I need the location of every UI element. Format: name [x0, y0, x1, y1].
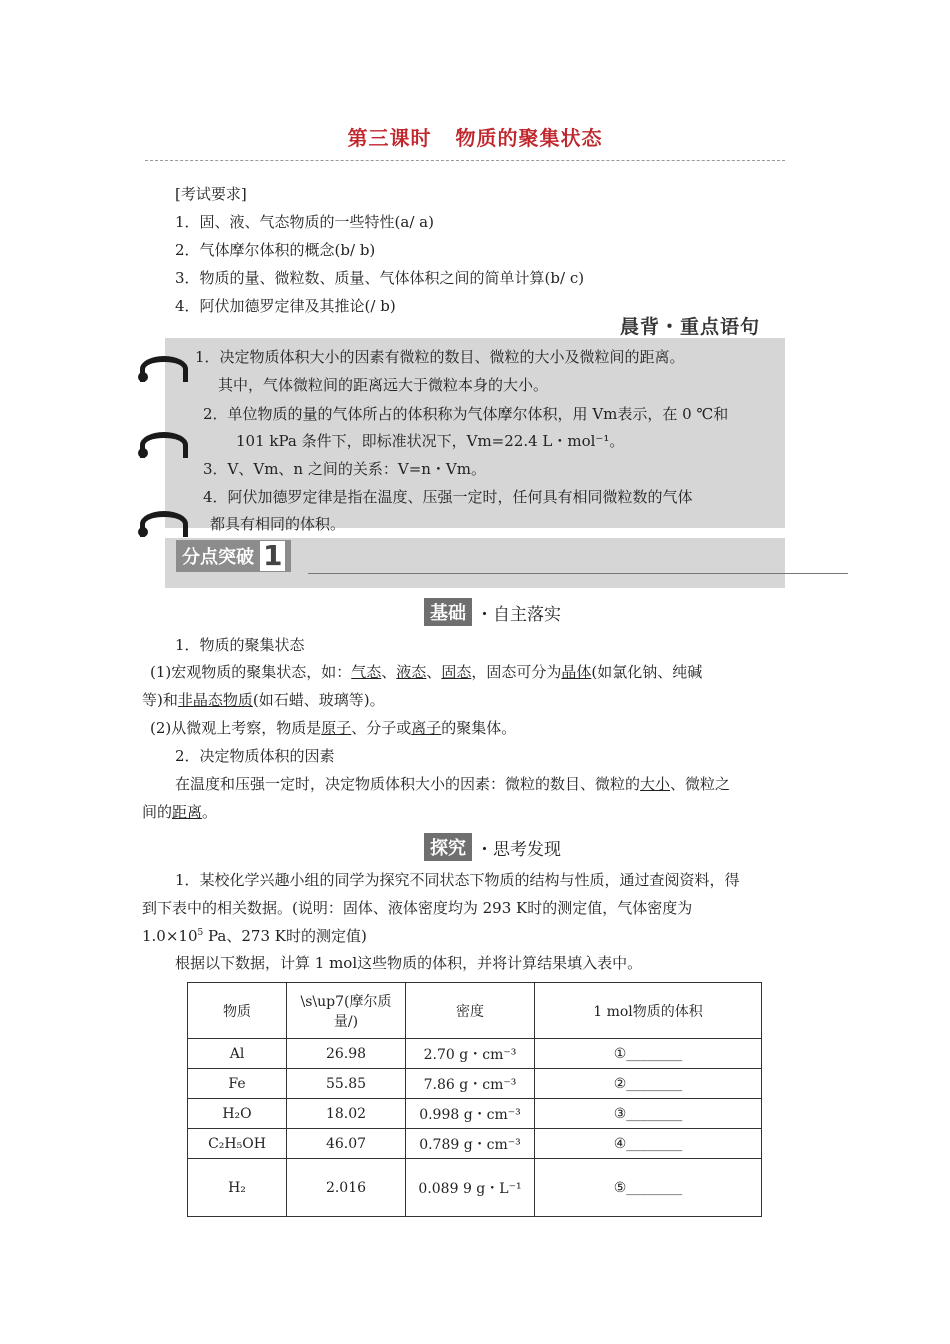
basics-title: ・自主落实	[476, 604, 561, 625]
table-header: \s\up7(摩尔质量/)	[287, 983, 406, 1039]
explore-paragraph: $1.0\times 10^5$ Pa、273 K时的测定值)	[142, 927, 367, 945]
section-rule	[308, 573, 848, 574]
binder-ring-dot-icon	[138, 448, 148, 458]
table-header: 密度	[406, 983, 535, 1039]
explore-paragraph: 根据以下数据，计算 1 mol这些物质的体积，并将计算结果填入表中。	[175, 954, 643, 972]
answer-gas: 气态	[351, 663, 382, 681]
requirement-item: 3．物质的量、微粒数、质量、气体体积之间的简单计算(b/ c)	[175, 269, 585, 287]
answer-blank[interactable]: ⑤________	[535, 1159, 762, 1217]
recite-line: 1．决定物质体积大小的因素有微粒的数目、微粒的大小及微粒间的距离。	[195, 348, 685, 366]
basics-paragraph: 等)和非晶态物质(如石蜡、玻璃等)。	[142, 691, 385, 709]
table-header-row	[188, 983, 762, 1039]
requirements-heading: [考试要求]	[175, 185, 247, 203]
table-row: H₂ 2.016 0.089 9 g・L⁻¹ ⑤________	[188, 1159, 762, 1217]
table-row: H₂O 18.02 0.998 g・cm⁻³ ③________	[188, 1099, 762, 1129]
requirement-item: 2．气体摩尔体积的概念(b/ b)	[175, 241, 376, 259]
recite-line: 4．阿伏加德罗定律是指在温度、压强一定时，任何具有相同微粒数的气体	[203, 488, 693, 506]
requirement-item: 4．阿伏加德罗定律及其推论(/ b)	[175, 297, 396, 315]
answer-crystal: 晶体	[561, 663, 592, 681]
section-badge-number: 1	[260, 541, 285, 571]
answer-atom: 原子	[321, 719, 352, 737]
basics-tag: 基础	[424, 598, 472, 626]
basics-paragraph: (1)宏观物质的聚集状态，如：气态、液态、固态，固态可分为晶体(如氯化钠、纯碱	[150, 663, 703, 681]
recite-line: 101 kPa 条件下，即标准状况下，Vm=22.4 L・mol⁻¹。	[236, 432, 625, 450]
answer-blank[interactable]: ③________	[535, 1099, 762, 1129]
lesson-number: 第三课时	[347, 126, 432, 150]
binder-ring-dot-icon	[138, 372, 148, 382]
explore-heading	[424, 833, 561, 861]
basics-paragraph: 间的距离。	[142, 803, 218, 821]
table-row: Fe 55.85 7.86 g・cm⁻³ ②________	[188, 1069, 762, 1099]
data-table	[187, 982, 762, 1217]
basics-paragraph: 在温度和压强一定时，决定物质体积大小的因素：微粒的数目、微粒的大小、微粒之	[175, 775, 731, 793]
answer-blank[interactable]: ④________	[535, 1129, 762, 1159]
table-row: C₂H₅OH 46.07 0.789 g・cm⁻³ ④________	[188, 1129, 762, 1159]
table-header: 1 mol物质的体积	[535, 983, 762, 1039]
answer-solid: 固态	[441, 663, 472, 681]
basics-paragraph: (2)从微观上考察，物质是原子、分子或离子的聚集体。	[150, 719, 517, 737]
basics-heading	[424, 598, 561, 626]
recite-line: 2．单位物质的量的气体所占的体积称为气体摩尔体积，用 Vm表示，在 0 ℃和	[203, 405, 729, 423]
recite-line: 3．V、Vm、n 之间的关系：V=n・Vm。	[203, 460, 486, 478]
recite-line: 都具有相同的体积。	[210, 515, 346, 533]
recite-heading: 晨背・重点语句	[620, 316, 761, 338]
answer-blank[interactable]: ②________	[535, 1069, 762, 1099]
lesson-topic: 物质的聚集状态	[455, 126, 603, 150]
answer-distance: 距离	[172, 803, 203, 821]
table-header: 物质	[188, 983, 287, 1039]
answer-size: 大小	[640, 775, 671, 793]
requirement-item: 1．固、液、气态物质的一些特性(a/ a)	[175, 213, 434, 231]
answer-ion: 离子	[411, 719, 442, 737]
explore-paragraph: 1．某校化学兴趣小组的同学为探究不同状态下物质的结构与性质，通过查阅资料，得	[175, 871, 740, 889]
title-divider	[145, 160, 785, 161]
recite-line: 其中，气体微粒间的距离远大于微粒本身的大小。	[218, 376, 549, 394]
binder-ring-dot-icon	[138, 527, 148, 537]
explore-paragraph: 到下表中的相关数据。(说明：固体、液体密度均为 293 K时的测定值，气体密度为	[142, 899, 693, 917]
section-badge	[176, 540, 291, 572]
section-badge-label: 分点突破	[182, 547, 254, 568]
explore-tag: 探究	[424, 833, 472, 861]
explore-title: ・思考发现	[476, 839, 561, 860]
page-title	[0, 122, 950, 151]
answer-blank[interactable]: ①________	[535, 1039, 762, 1069]
basics-subheading: 1．物质的聚集状态	[175, 636, 305, 654]
answer-liquid: 液态	[396, 663, 427, 681]
table-row: Al 26.98 2.70 g・cm⁻³ ①________	[188, 1039, 762, 1069]
basics-subheading: 2．决定物质体积的因素	[175, 747, 335, 765]
answer-amorphous: 非晶态物质	[177, 691, 253, 709]
